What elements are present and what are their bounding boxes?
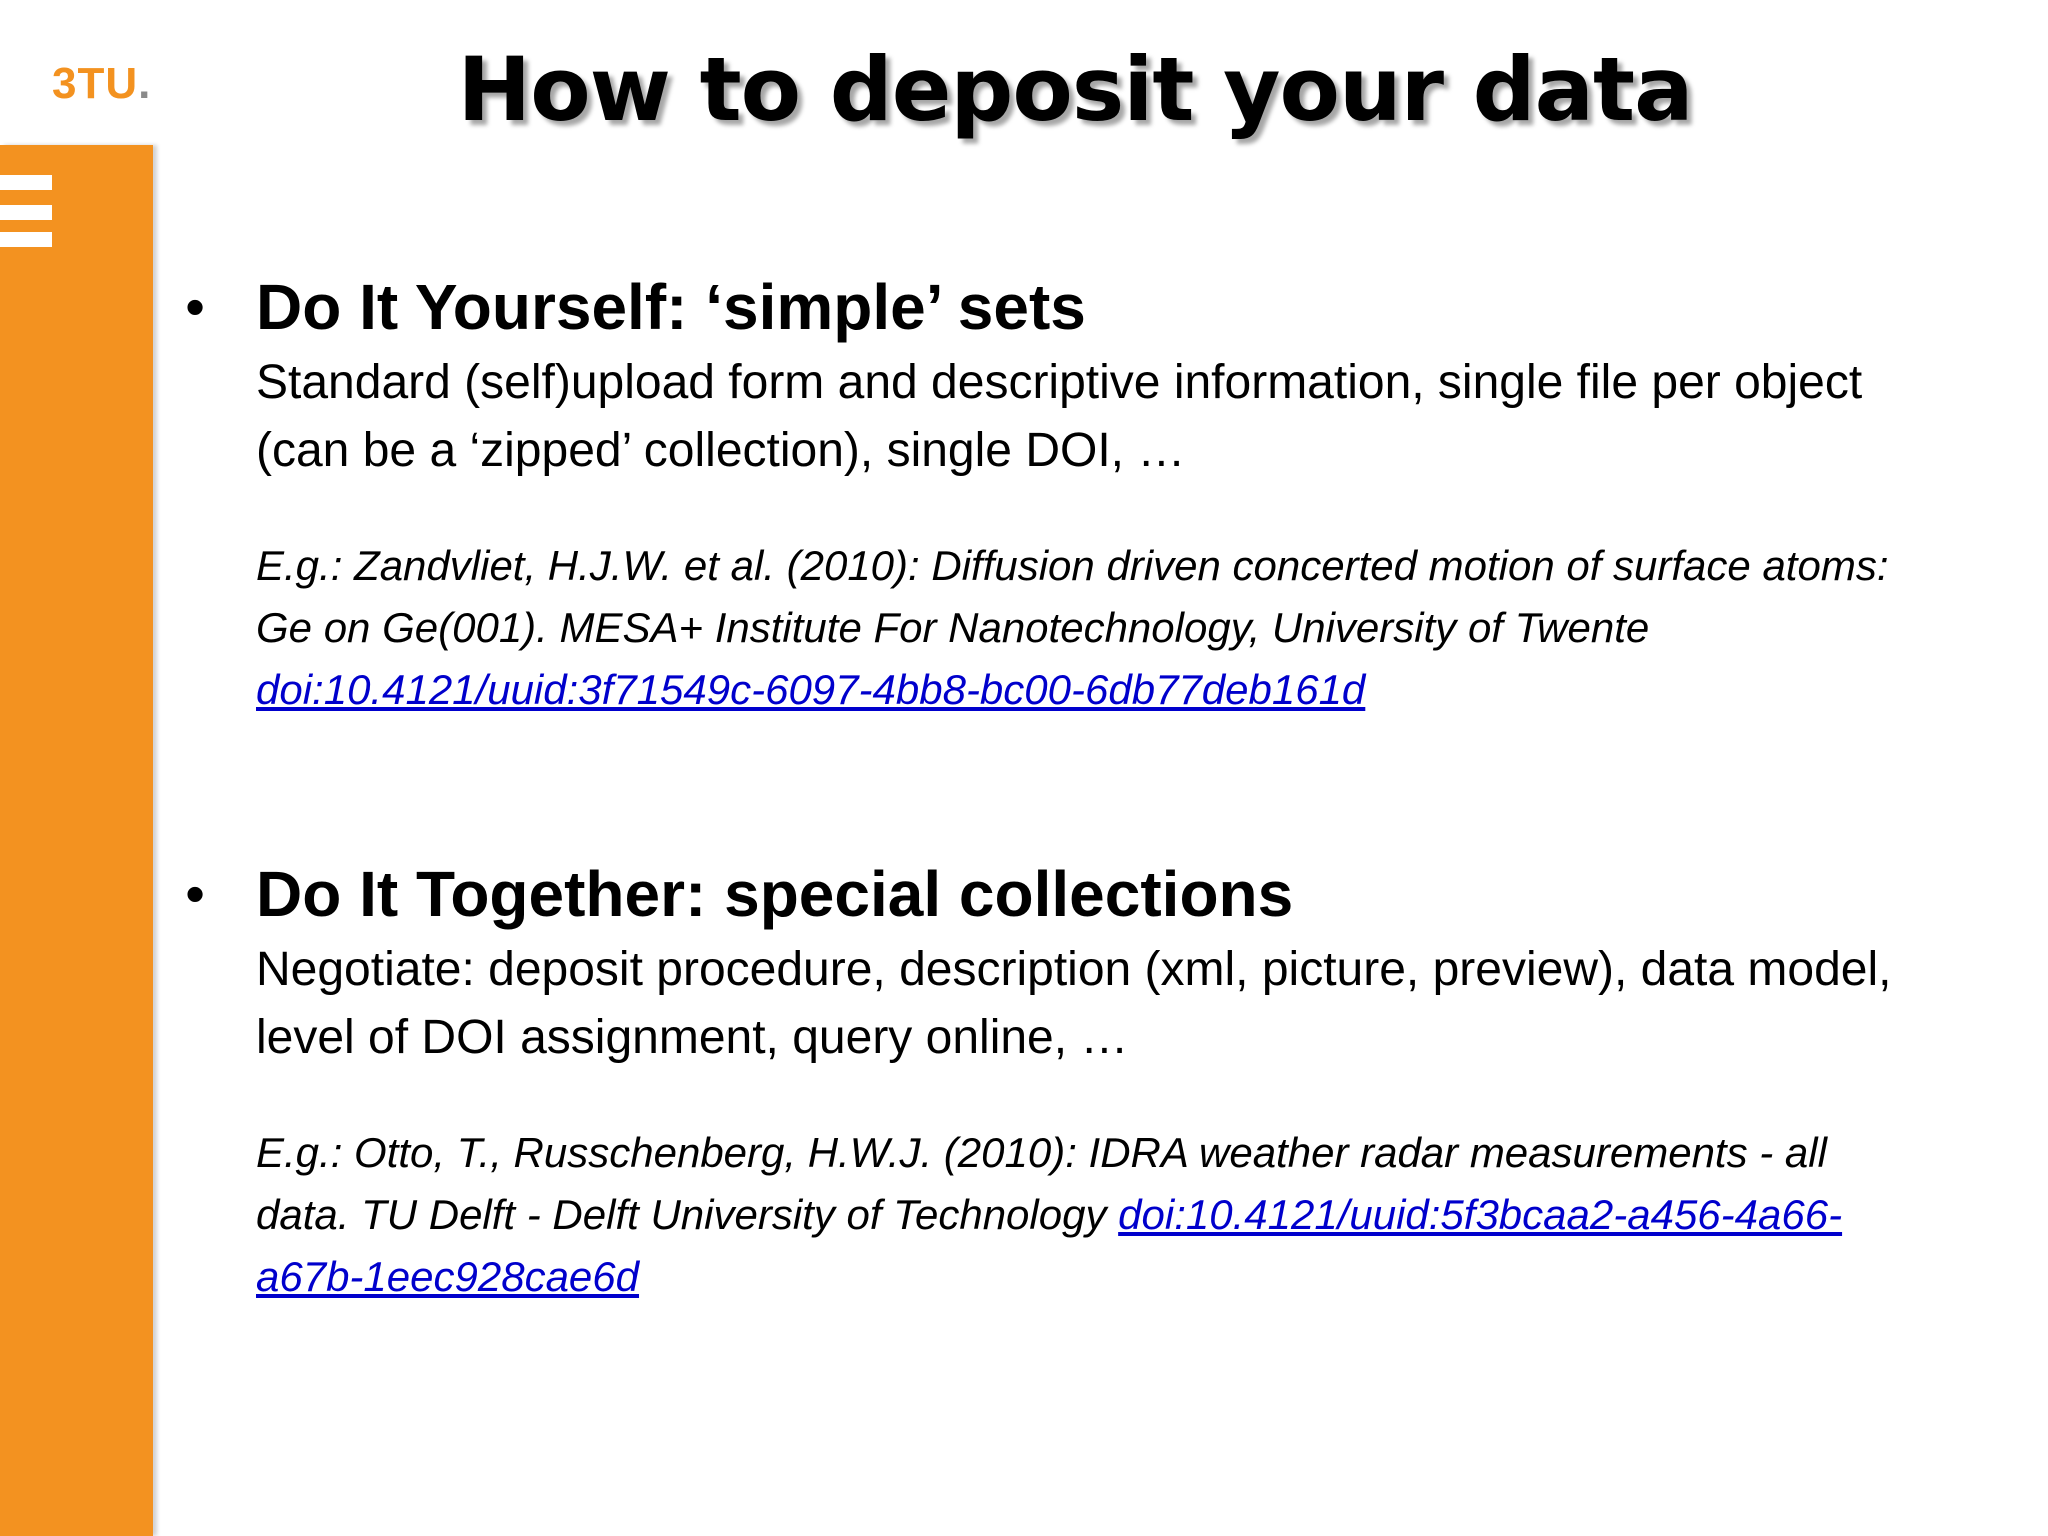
section-do-it-yourself bbox=[170, 265, 1930, 721]
doi-link[interactable]: doi:10.4121/uuid:3f71549c-6097-4bb8-bc00-6db77deb161d bbox=[256, 666, 1366, 713]
sidebar-stripe bbox=[0, 232, 52, 247]
section-heading: Do It Together: special collections bbox=[256, 858, 1294, 930]
brand-logo bbox=[52, 59, 152, 108]
brand-logo-text: 3TU bbox=[52, 59, 139, 108]
section-example bbox=[256, 1122, 1930, 1308]
bullet-point: • bbox=[185, 275, 205, 338]
sidebar-stripe bbox=[0, 205, 52, 220]
section-heading: Do It Yourself: ‘simple’ sets bbox=[256, 271, 1086, 343]
section-example bbox=[256, 535, 1930, 721]
page-title: How to deposit your data bbox=[457, 38, 1693, 141]
section-description: Standard (self)upload form and descriptive information, single file per object (can be a ‘zipped’ collection), single DOI, … bbox=[256, 356, 1863, 477]
section-description: Negotiate: deposit procedure, description (xml, picture, preview), data model, level of DOI assignment, query online, … bbox=[256, 943, 1892, 1064]
section-do-it-together bbox=[170, 852, 1930, 1308]
example-citation: E.g.: Zandvliet, H.J.W. et al. (2010): Diffusion driven concerted motion of surface atoms: Ge on Ge(001). MESA+ Institute For Nanotechnology, University of Twente bbox=[256, 542, 1889, 651]
bullet-point: • bbox=[185, 862, 205, 925]
doi-link[interactable]: doi:10.4121/uuid:5f3bcaa2-a456-4a66-a67b-1eec928cae6d bbox=[256, 1191, 1843, 1300]
brand-logo-dot: . bbox=[138, 59, 152, 108]
sidebar-accent-bar bbox=[0, 145, 153, 1536]
sidebar-stripe bbox=[0, 175, 52, 190]
example-citation: E.g.: Otto, T., Russchenberg, H.W.J. (2010): IDRA weather radar measurements - all data. TU Delft - Delft University of Technology bbox=[256, 1129, 1827, 1238]
